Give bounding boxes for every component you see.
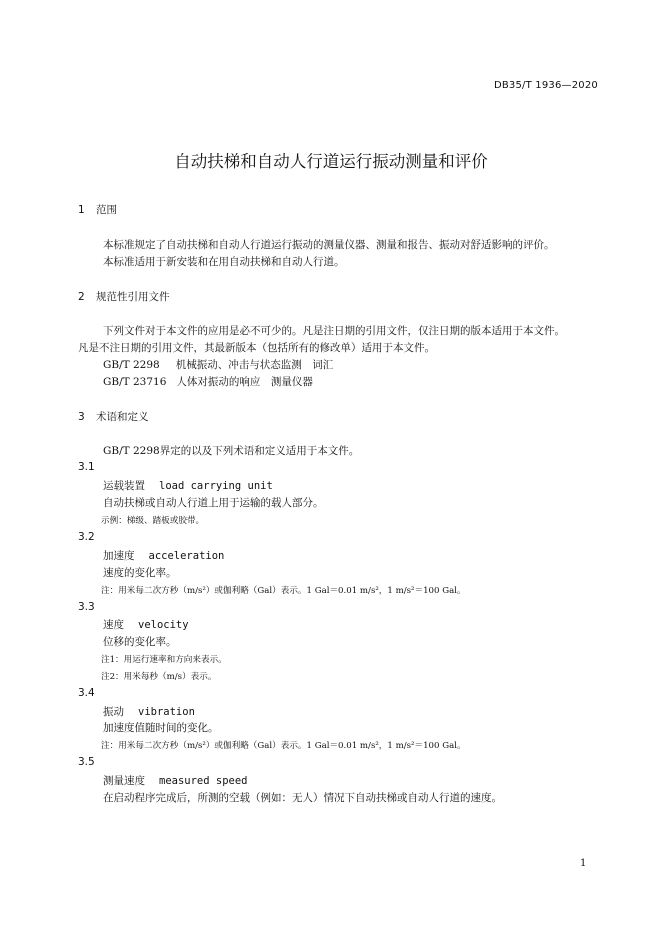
term-entry: [103, 704, 195, 719]
paragraph: 凡是不注日期的引用文件，其最新版本（包括所有的修改单）适用于本文件。: [78, 342, 435, 354]
term-note: 注：用米每二次方秒（m/s²）或伽利略（Gal）表示。1 Gal＝0.01 m/s²，1 m/s²＝100 Gal。: [101, 741, 466, 751]
paragraph: 本标准规定了自动扶梯和自动人行道运行振动的测量仪器、测量和报告、振动对舒适影响的评价。: [103, 239, 555, 251]
term-en: load carrying unit: [159, 480, 273, 492]
section-3-heading: [78, 409, 149, 424]
reference-item: [103, 357, 333, 372]
section-title: 术语和定义: [96, 411, 149, 423]
reference-name: 机械振动、冲击与状态监测 词汇: [175, 359, 334, 371]
term-zh: 振动: [103, 706, 124, 718]
term-entry: [103, 617, 189, 632]
term-zh: 运载装置: [103, 480, 145, 492]
term-definition: 加速度值随时间的变化。: [103, 722, 219, 734]
term-note: 注2：用米每秒（m/s）表示。: [101, 672, 217, 682]
document-code: DB35/T 1936—2020: [493, 80, 598, 91]
term-entry: [103, 548, 224, 563]
section-1-heading: [78, 202, 117, 217]
section-title: 规范性引用文件: [96, 291, 170, 303]
paragraph: 本标准适用于新安装和在用自动扶梯和自动人行道。: [103, 256, 345, 268]
clause-number: 3.2: [78, 531, 95, 543]
term-definition: 位移的变化率。: [103, 636, 177, 648]
term-zh: 测量速度: [103, 775, 145, 787]
reference-code: GB/T 23716: [103, 376, 167, 388]
section-number: 3: [78, 411, 85, 423]
term-en: measured speed: [159, 775, 248, 787]
term-entry: [103, 478, 273, 493]
section-number: 2: [78, 291, 85, 303]
term-zh: 加速度: [103, 550, 135, 562]
term-en: vibration: [138, 706, 195, 718]
reference-name: 人体对振动的响应 测量仪器: [176, 376, 313, 388]
reference-item: [103, 374, 313, 389]
paragraph: GB/T 2298界定的以及下列术语和定义适用于本文件。: [103, 445, 360, 457]
term-en: acceleration: [148, 550, 225, 562]
section-2-heading: [78, 289, 170, 304]
term-note: 示例：梯级、踏板或胶带。: [101, 516, 205, 526]
page-number: 1: [580, 858, 587, 869]
term-entry: [103, 773, 248, 788]
clause-number: 3.1: [78, 461, 95, 473]
clause-number: 3.4: [78, 687, 95, 699]
paragraph: 下列文件对于本文件的应用是必不可少的。凡是注日期的引用文件，仅注日期的版本适用于本文件。: [103, 325, 565, 337]
term-definition: 在启动程序完成后，所测的空载（例如：无人）情况下自动扶梯或自动人行道的速度。: [103, 792, 502, 804]
clause-number: 3.5: [78, 756, 95, 768]
term-note: 注：用米每二次方秒（m/s²）或伽利略（Gal）表示。1 Gal＝0.01 m/s²，1 m/s²＝100 Gal。: [101, 586, 466, 596]
term-zh: 速度: [103, 619, 124, 631]
clause-number: 3.3: [78, 601, 95, 613]
section-title: 范围: [96, 204, 117, 216]
section-number: 1: [78, 204, 85, 216]
reference-code: GB/T 2298: [103, 359, 160, 371]
term-note: 注1：用运行速率和方向来表示。: [101, 655, 227, 665]
term-en: velocity: [138, 619, 189, 631]
document-title: 自动扶梯和自动人行道运行振动测量和评价: [174, 152, 488, 171]
term-definition: 速度的变化率。: [103, 567, 177, 579]
term-definition: 自动扶梯或自动人行道上用于运输的载人部分。: [103, 497, 324, 509]
